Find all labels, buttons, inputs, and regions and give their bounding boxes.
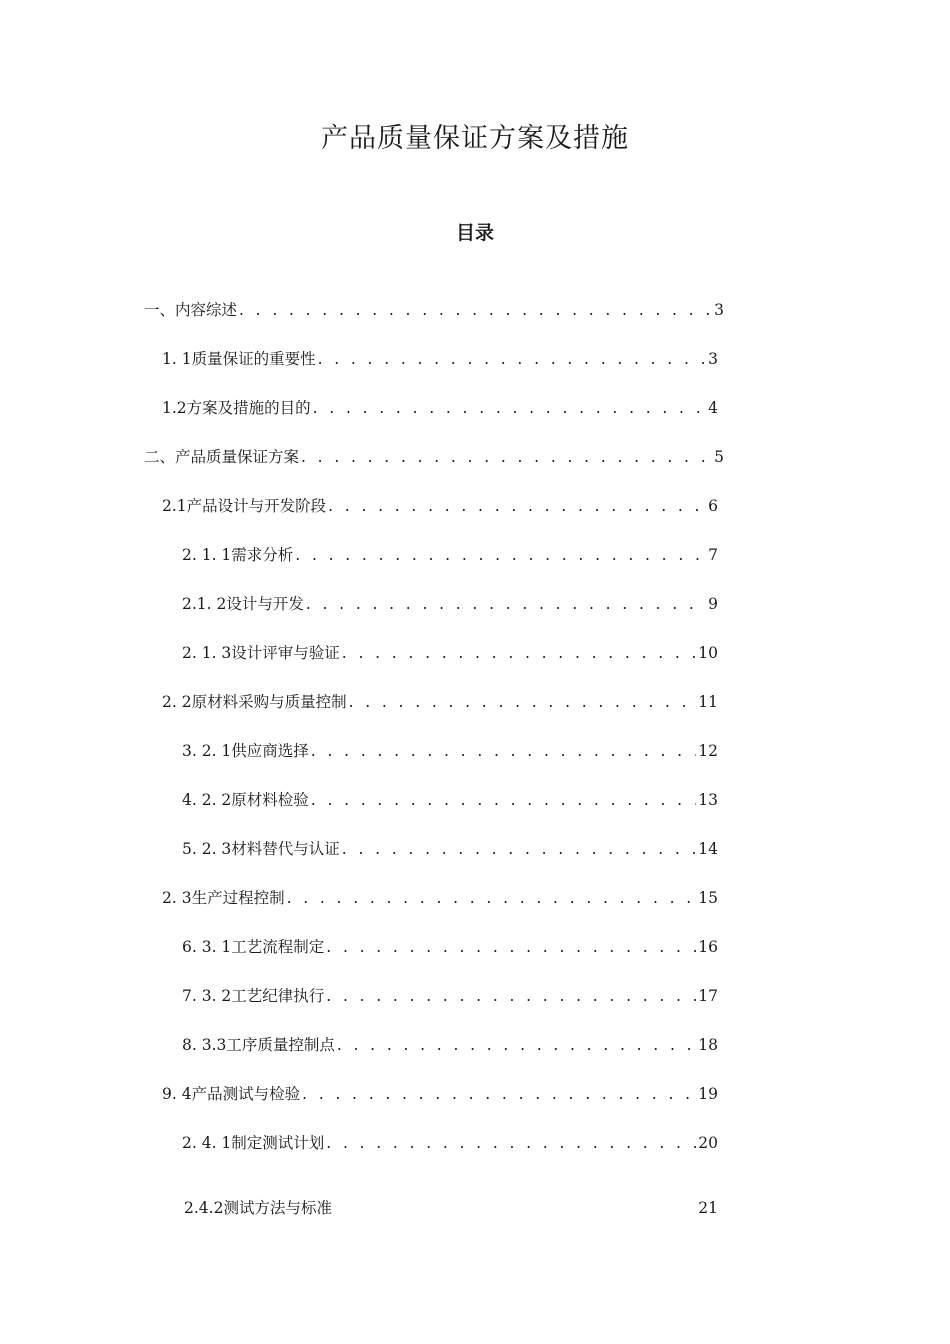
toc-entry-label: 1.2方案及措施的目的 bbox=[162, 399, 311, 417]
toc-entry-label: 3. 2. 1供应商选择 bbox=[182, 742, 309, 760]
toc-entry-label: 2.1产品设计与开发阶段 bbox=[162, 497, 327, 515]
toc-entry[interactable] bbox=[182, 641, 718, 665]
toc-entry-page: 11 bbox=[698, 693, 718, 711]
toc-entry-label: 2.1. 2设计与开发 bbox=[182, 595, 304, 613]
toc-entry-label: 2.4.2测试方法与标准 bbox=[184, 1199, 332, 1217]
toc-entry-page: 12 bbox=[698, 742, 718, 760]
toc-dot-leader bbox=[337, 1033, 696, 1057]
toc-entry-label: 7. 3. 2工艺纪律执行 bbox=[182, 987, 325, 1005]
toc-entry-label: 5. 2. 3材料替代与认证 bbox=[182, 840, 340, 858]
toc-entry[interactable] bbox=[182, 984, 718, 1008]
toc-entry-label: 2. 3生产过程控制 bbox=[162, 889, 285, 907]
toc-entry[interactable] bbox=[162, 347, 718, 371]
toc-entry-label: 8. 3.3工序质量控制点 bbox=[182, 1036, 335, 1054]
toc-entry[interactable] bbox=[182, 592, 718, 616]
toc-entry-page: 3 bbox=[714, 301, 724, 319]
toc-dot-leader bbox=[311, 739, 696, 763]
toc-dot-leader bbox=[239, 298, 712, 322]
toc-entry-page: 19 bbox=[698, 1085, 718, 1103]
toc-entry-label: 1. 1质量保证的重要性 bbox=[162, 350, 316, 368]
toc-dot-leader bbox=[313, 396, 706, 420]
toc-entry-page: 13 bbox=[698, 791, 718, 809]
toc-entry-page: 6 bbox=[708, 497, 718, 515]
toc-dot-leader bbox=[301, 445, 712, 469]
document-title: 产品质量保证方案及措施 bbox=[321, 123, 629, 154]
toc-entry-label: 6. 3. 1工艺流程制定 bbox=[182, 938, 325, 956]
toc-entry-page: 4 bbox=[708, 399, 718, 417]
toc-entry[interactable] bbox=[184, 1196, 718, 1220]
toc-entry[interactable] bbox=[162, 1082, 718, 1106]
toc-entry-page: 10 bbox=[698, 644, 718, 662]
toc-heading: 目录 bbox=[455, 222, 494, 244]
toc-dot-leader bbox=[326, 984, 696, 1008]
toc-dot-leader bbox=[349, 690, 697, 714]
toc-entry[interactable] bbox=[182, 1131, 718, 1155]
toc-entry-page: 14 bbox=[698, 840, 718, 858]
toc-entry-label: 一、内容综述 bbox=[144, 301, 238, 319]
toc-entry[interactable] bbox=[162, 690, 718, 714]
toc-entry-page: 7 bbox=[708, 546, 718, 564]
toc-entry-label: 9. 4产品测试与检验 bbox=[162, 1085, 301, 1103]
toc-dot-leader bbox=[302, 1082, 696, 1106]
toc-dot-leader bbox=[326, 1131, 696, 1155]
toc-entry-page: 21 bbox=[698, 1199, 718, 1217]
toc-entry[interactable] bbox=[182, 1033, 718, 1057]
toc-entry[interactable] bbox=[182, 837, 718, 861]
toc-dot-leader bbox=[287, 886, 697, 910]
toc-dot-leader bbox=[326, 935, 696, 959]
toc-dot-leader bbox=[311, 788, 696, 812]
toc-entry-page: 3 bbox=[708, 350, 718, 368]
toc-entry-page: 16 bbox=[698, 938, 718, 956]
toc-entry[interactable] bbox=[162, 396, 718, 420]
toc-entry[interactable] bbox=[162, 886, 718, 910]
toc-entry-page: 20 bbox=[698, 1134, 718, 1152]
toc-dot-leader bbox=[318, 347, 707, 371]
toc-entry-page: 17 bbox=[698, 987, 718, 1005]
toc-entry-label: 2. 4. 1制定测试计划 bbox=[182, 1134, 325, 1152]
toc-entry[interactable] bbox=[144, 298, 724, 322]
toc-entry-page: 18 bbox=[698, 1036, 718, 1054]
toc-entry[interactable] bbox=[182, 788, 718, 812]
toc-entry[interactable] bbox=[162, 494, 718, 518]
toc-entry-page: 15 bbox=[698, 889, 718, 907]
toc-entry-page: 9 bbox=[708, 595, 718, 613]
toc-entry-label: 2. 1. 1需求分析 bbox=[182, 546, 294, 564]
toc-dot-leader bbox=[342, 641, 696, 665]
toc-entry[interactable] bbox=[182, 935, 718, 959]
toc-dot-leader bbox=[342, 837, 696, 861]
toc-entry[interactable] bbox=[182, 543, 718, 567]
toc-entry[interactable] bbox=[144, 445, 724, 469]
toc-entry-label: 2. 2原材料采购与质量控制 bbox=[162, 693, 347, 711]
toc-entry-label: 4. 2. 2原材料检验 bbox=[182, 791, 309, 809]
toc-entry-label: 二、产品质量保证方案 bbox=[144, 448, 300, 466]
toc-dot-leader bbox=[306, 592, 706, 616]
toc-dot-leader bbox=[328, 494, 706, 518]
toc-dot-leader bbox=[295, 543, 706, 567]
toc-entry[interactable] bbox=[182, 739, 718, 763]
toc-entry-page: 5 bbox=[714, 448, 724, 466]
toc-entry-label: 2. 1. 3设计评审与验证 bbox=[182, 644, 340, 662]
